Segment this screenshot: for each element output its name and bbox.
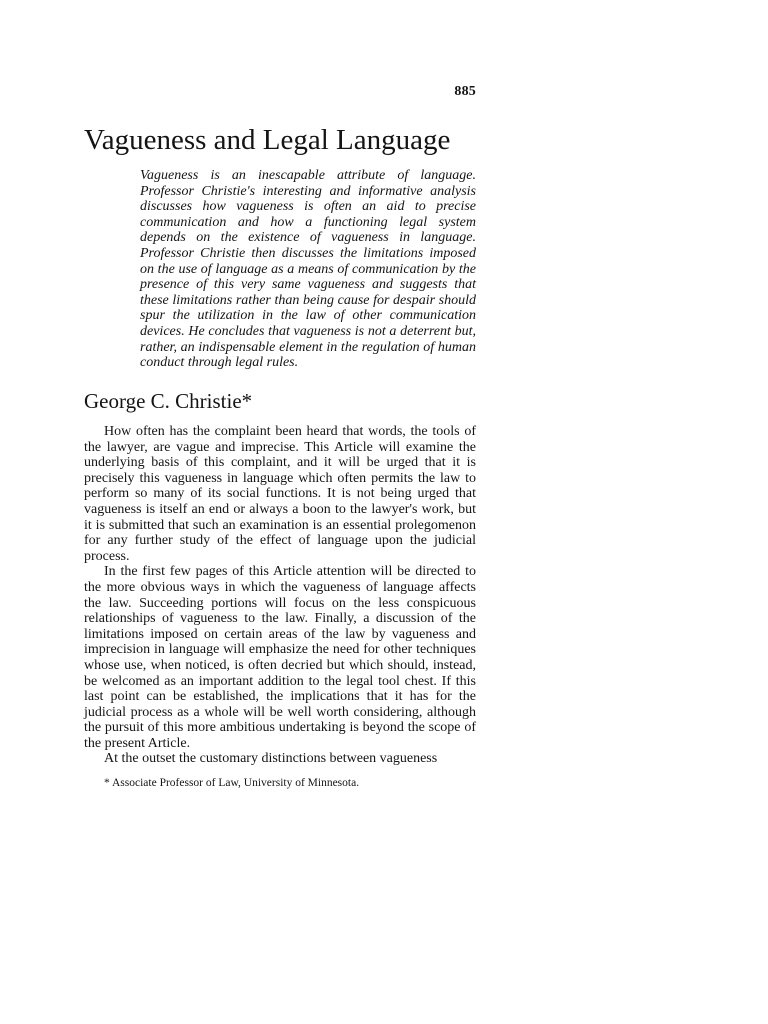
article-body bbox=[84, 424, 476, 767]
abstract: Vagueness is an inescapable attribute of language. Professor Christie's interesting and informative analysis discusses how vagueness is often an aid to precise communication and how a functioning legal system depends on the existence of vagueness in language. Professor Christie then discusses the limitations imposed on the use of language as a means of communication by the presence of this very same vagueness and suggests that these limitations rather than being cause for despair should spur the utilization in the law of other communication devices. He concludes that vagueness is not a deterrent but, rather, an indispensable element in the regulation of human conduct through legal rules. bbox=[140, 168, 476, 371]
body-paragraph: How often has the complaint been heard that words, the tools of the lawyer, are vague and imprecise. This Article will examine the underlying basis of this complaint, and it will be urged that it is precisely this vagueness in language which often permits the law to perform so many of its social functions. It is not being urged that vagueness is itself an end or always a boon to the lawyer's work, but it is submitted that such an examination is an essential prolegomenon for any further study of the effect of language upon the judicial process. bbox=[84, 424, 476, 564]
body-paragraph: In the first few pages of this Article attention will be directed to the more obvious ways in which the vagueness of language affects the law. Succeeding portions will focus on the less conspicuous relationships of vagueness to the law. Finally, a discussion of the limitations imposed on certain areas of the law by vagueness and imprecision in language will emphasize the need for other techniques whose use, when noticed, is often decried but which should, instead, be welcomed as an important addition to the legal tool chest. If this last point can be established, the implications that it has for the judicial process as a whole will be well worth considering, although the pursuit of this more ambitious undertaking is beyond the scope of the present Article. bbox=[84, 564, 476, 751]
body-paragraph: At the outset the customary distinctions between vagueness bbox=[104, 751, 438, 767]
article-title: Vagueness and Legal Language bbox=[84, 124, 451, 156]
footnote: * Associate Professor of Law, University of Minnesota. bbox=[104, 777, 360, 789]
page-number: 885 bbox=[454, 84, 476, 99]
author-name: George C. Christie* bbox=[84, 389, 253, 413]
